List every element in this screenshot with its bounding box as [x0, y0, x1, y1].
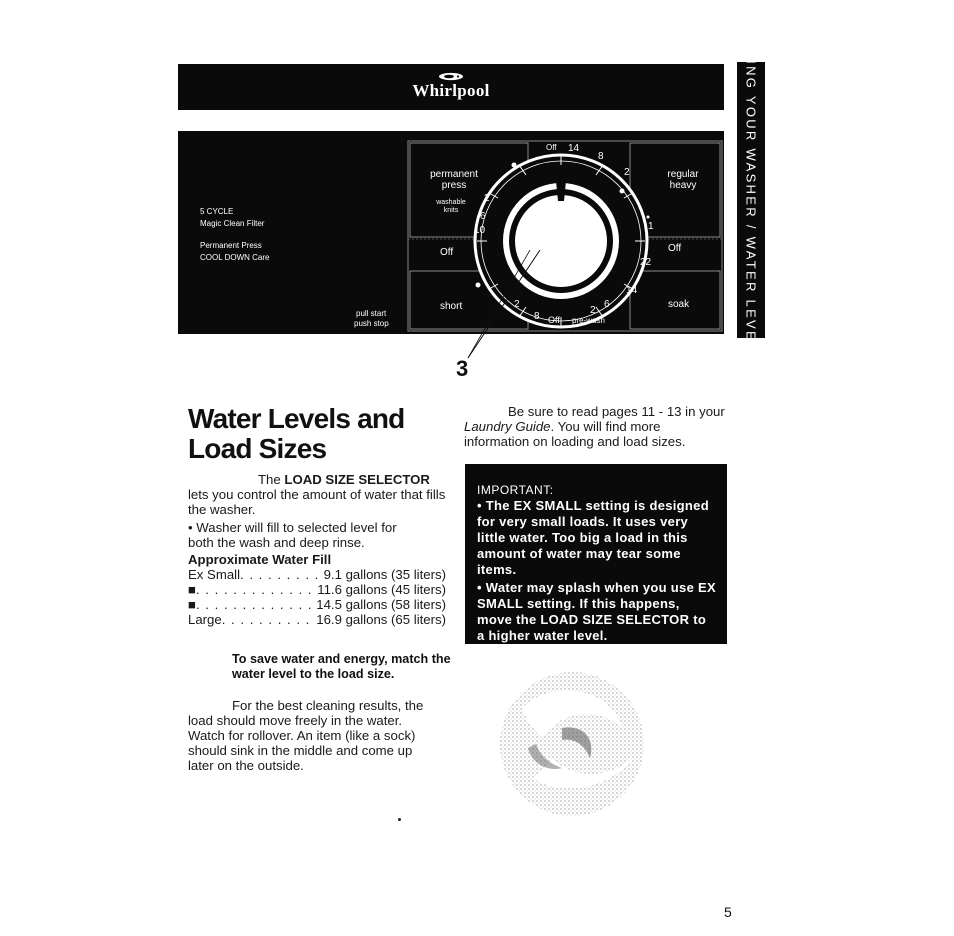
laundry-guide-note: [464, 404, 729, 449]
brand-header-bar: [178, 64, 724, 110]
dial-number: 22: [640, 257, 652, 268]
page-number: 5: [724, 904, 732, 920]
page-title: [188, 404, 438, 464]
panel-cooldown-label: COOL DOWN Care: [200, 253, 270, 262]
callout-number: 3: [456, 356, 469, 381]
important-bullet-2: • Water may splash when you use EX SMALL setting. If this happens, move the LOAD SIZE SELECTOR to a higher water level.: [477, 580, 716, 643]
intro-rest: lets you control the amount of water that fills the washer.: [188, 487, 446, 517]
title-line-2: Load Sizes: [188, 433, 327, 464]
important-notice-box: [465, 464, 727, 644]
pre-wash-label: pre-wash: [572, 316, 605, 325]
energy-tip-heading: To save water and energy, match the water level to the load size.: [232, 652, 451, 681]
regular-heavy-label: regular heavy: [667, 169, 699, 191]
brand-name: Whirlpool: [412, 81, 490, 100]
fill-row-label: Ex Small: [188, 567, 241, 582]
permanent-press-label: permanent press: [430, 169, 478, 191]
panel-press-label: Permanent Press: [200, 241, 262, 250]
fill-row: [188, 612, 446, 627]
intro-paragraph: [188, 472, 446, 517]
dial-number: 14: [568, 143, 580, 154]
important-title: IMPORTANT:: [477, 483, 554, 497]
intro-lead: The: [258, 472, 285, 487]
fill-table: [188, 567, 450, 627]
load-size-selector-term: LOAD SIZE SELECTOR: [284, 472, 430, 487]
off-left-label: Off: [440, 247, 454, 258]
dial-number: 8: [598, 151, 604, 162]
fill-row-label: ■: [188, 582, 196, 597]
fill-row-value: 9.1 gallons (35 liters): [323, 567, 446, 582]
fill-row-value: 11.6 gallons (45 liters): [317, 582, 446, 597]
dial-number: 14: [626, 285, 638, 296]
dial-number: 1: [648, 221, 654, 232]
panel-pull-start: pull start: [356, 309, 387, 318]
guide-note-b: . You will find more information on loading and load sizes.: [464, 419, 686, 449]
brand-logo: [178, 72, 724, 101]
off-right-label: Off: [668, 243, 682, 254]
fill-row-label: ■: [188, 597, 196, 612]
fill-table-title: Approximate Water Fill: [188, 552, 332, 567]
energy-tip-body: [188, 698, 440, 773]
laundry-guide-title: Laundry Guide: [464, 419, 551, 434]
dial-number: 6: [480, 211, 486, 222]
callout-line: [420, 250, 560, 370]
dial-number: 2: [624, 167, 630, 178]
energy-tip-text: For the best cleaning results, the load should move freely in the water. Watch for rollover. An item (like a sock) should sink in the middle and come up later on the outside.: [188, 698, 424, 773]
title-line-1: Water Levels and: [188, 403, 405, 434]
fill-row-value: 14.5 gallons (58 liters): [316, 597, 446, 612]
short-label: short: [440, 301, 463, 312]
left-column: [188, 472, 450, 627]
guide-note-a: Be sure to read pages 11 - 13 in your: [508, 404, 725, 419]
dial-number: 6: [604, 299, 610, 310]
section-side-tab: [737, 37, 765, 363]
dial-number: 10: [474, 225, 486, 236]
soak-label: soak: [668, 299, 690, 310]
fill-row: [188, 582, 446, 597]
washable-knits-label: washable knits: [436, 199, 466, 214]
dial-number: 2: [484, 193, 490, 204]
whirlpool-logo-icon: [438, 72, 464, 81]
off-bottom-label: Off: [548, 315, 560, 325]
fill-row: [188, 567, 446, 582]
dial-number: 2: [514, 299, 520, 310]
dial-number: 2: [590, 305, 596, 316]
off-top-label: Off: [546, 143, 557, 152]
panel-cycle-label: 5 CYCLE: [200, 207, 234, 216]
fill-row: [188, 597, 446, 612]
fill-row-value: 16.9 gallons (65 liters): [316, 612, 446, 627]
dial-number: 8: [534, 311, 540, 322]
side-tab-label: USING YOUR WASHER / WATER LEVELS: [743, 37, 759, 363]
fill-row-label: Large: [188, 612, 222, 627]
fill-bullet: • Washer will fill to selected level for both the wash and deep rinse.: [188, 520, 397, 550]
panel-filter-label: Magic Clean Filter: [200, 219, 265, 228]
important-bullet-1: • The EX SMALL setting is designed for very small loads. It uses very little water. Too big a load in this amount of water may tear some items.: [477, 498, 709, 577]
stray-dot: [398, 818, 401, 821]
panel-push-stop: push stop: [354, 319, 389, 328]
water-swirl-illustration: [492, 668, 652, 818]
